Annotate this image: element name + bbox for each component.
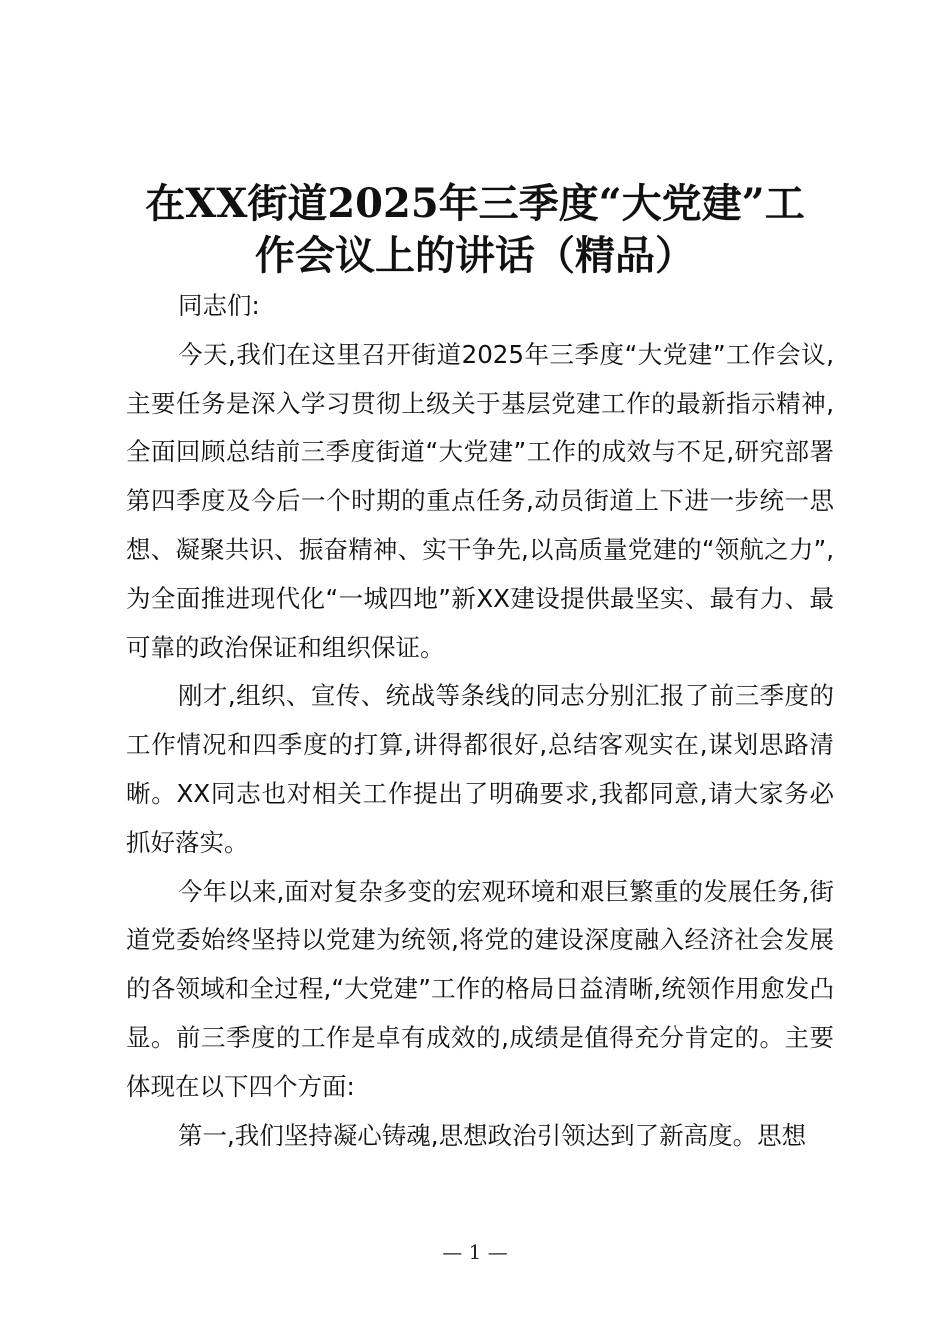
paragraph-3: 今年以来,面对复杂多变的宏观环境和艰巨繁重的发展任务,街道党委始终坚持以党建为统领,将党的建设深度融入经济社会发展的各领域和全过程,“大党建”工作的格局日益清晰,统领作用愈发凸显。前三季度的工作是卓有成效的,成绩是值得充分肯定的。主要体现在以下四个方面:	[126, 876, 834, 1101]
document-body	[126, 282, 834, 1160]
title-line-2: 作会议上的讲话（精品）	[255, 232, 695, 279]
paragraph-1: 今天,我们在这里召开街道2025年三季度“大党建”工作会议,主要任务是深入学习贯彻上级关于基层党建工作的最新指示精神,全面回顾总结前三季度街道“大党建”工作的成效与不足,研究部署第四季度及今后一个时期的重点任务,动员街道上下进一步统一思想、凝聚共识、振奋精神、实干争先,以高质量党建的“领航之力”,为全面推进现代化“一城四地”新XX建设提供最坚实、最有力、最可靠的政治保证和组织保证。	[126, 339, 834, 662]
page-number: — 1 —	[442, 1240, 508, 1264]
paragraph-4: 第一,我们坚持凝心铸魂,思想政治引领达到了新高度。思想	[178, 1120, 807, 1150]
paragraph-2: 刚才,组织、宣传、统战等条线的同志分别汇报了前三季度的工作情况和四季度的打算,讲得都很好,总结客观实在,谋划思路清晰。XX同志也对相关工作提出了明确要求,我都同意,请大家务必抓好落实。	[126, 681, 834, 857]
title-line-1: 在XX街道2025年三季度“大党建”工	[145, 180, 805, 227]
document-title	[110, 178, 840, 282]
salutation: 同志们:	[178, 291, 260, 320]
